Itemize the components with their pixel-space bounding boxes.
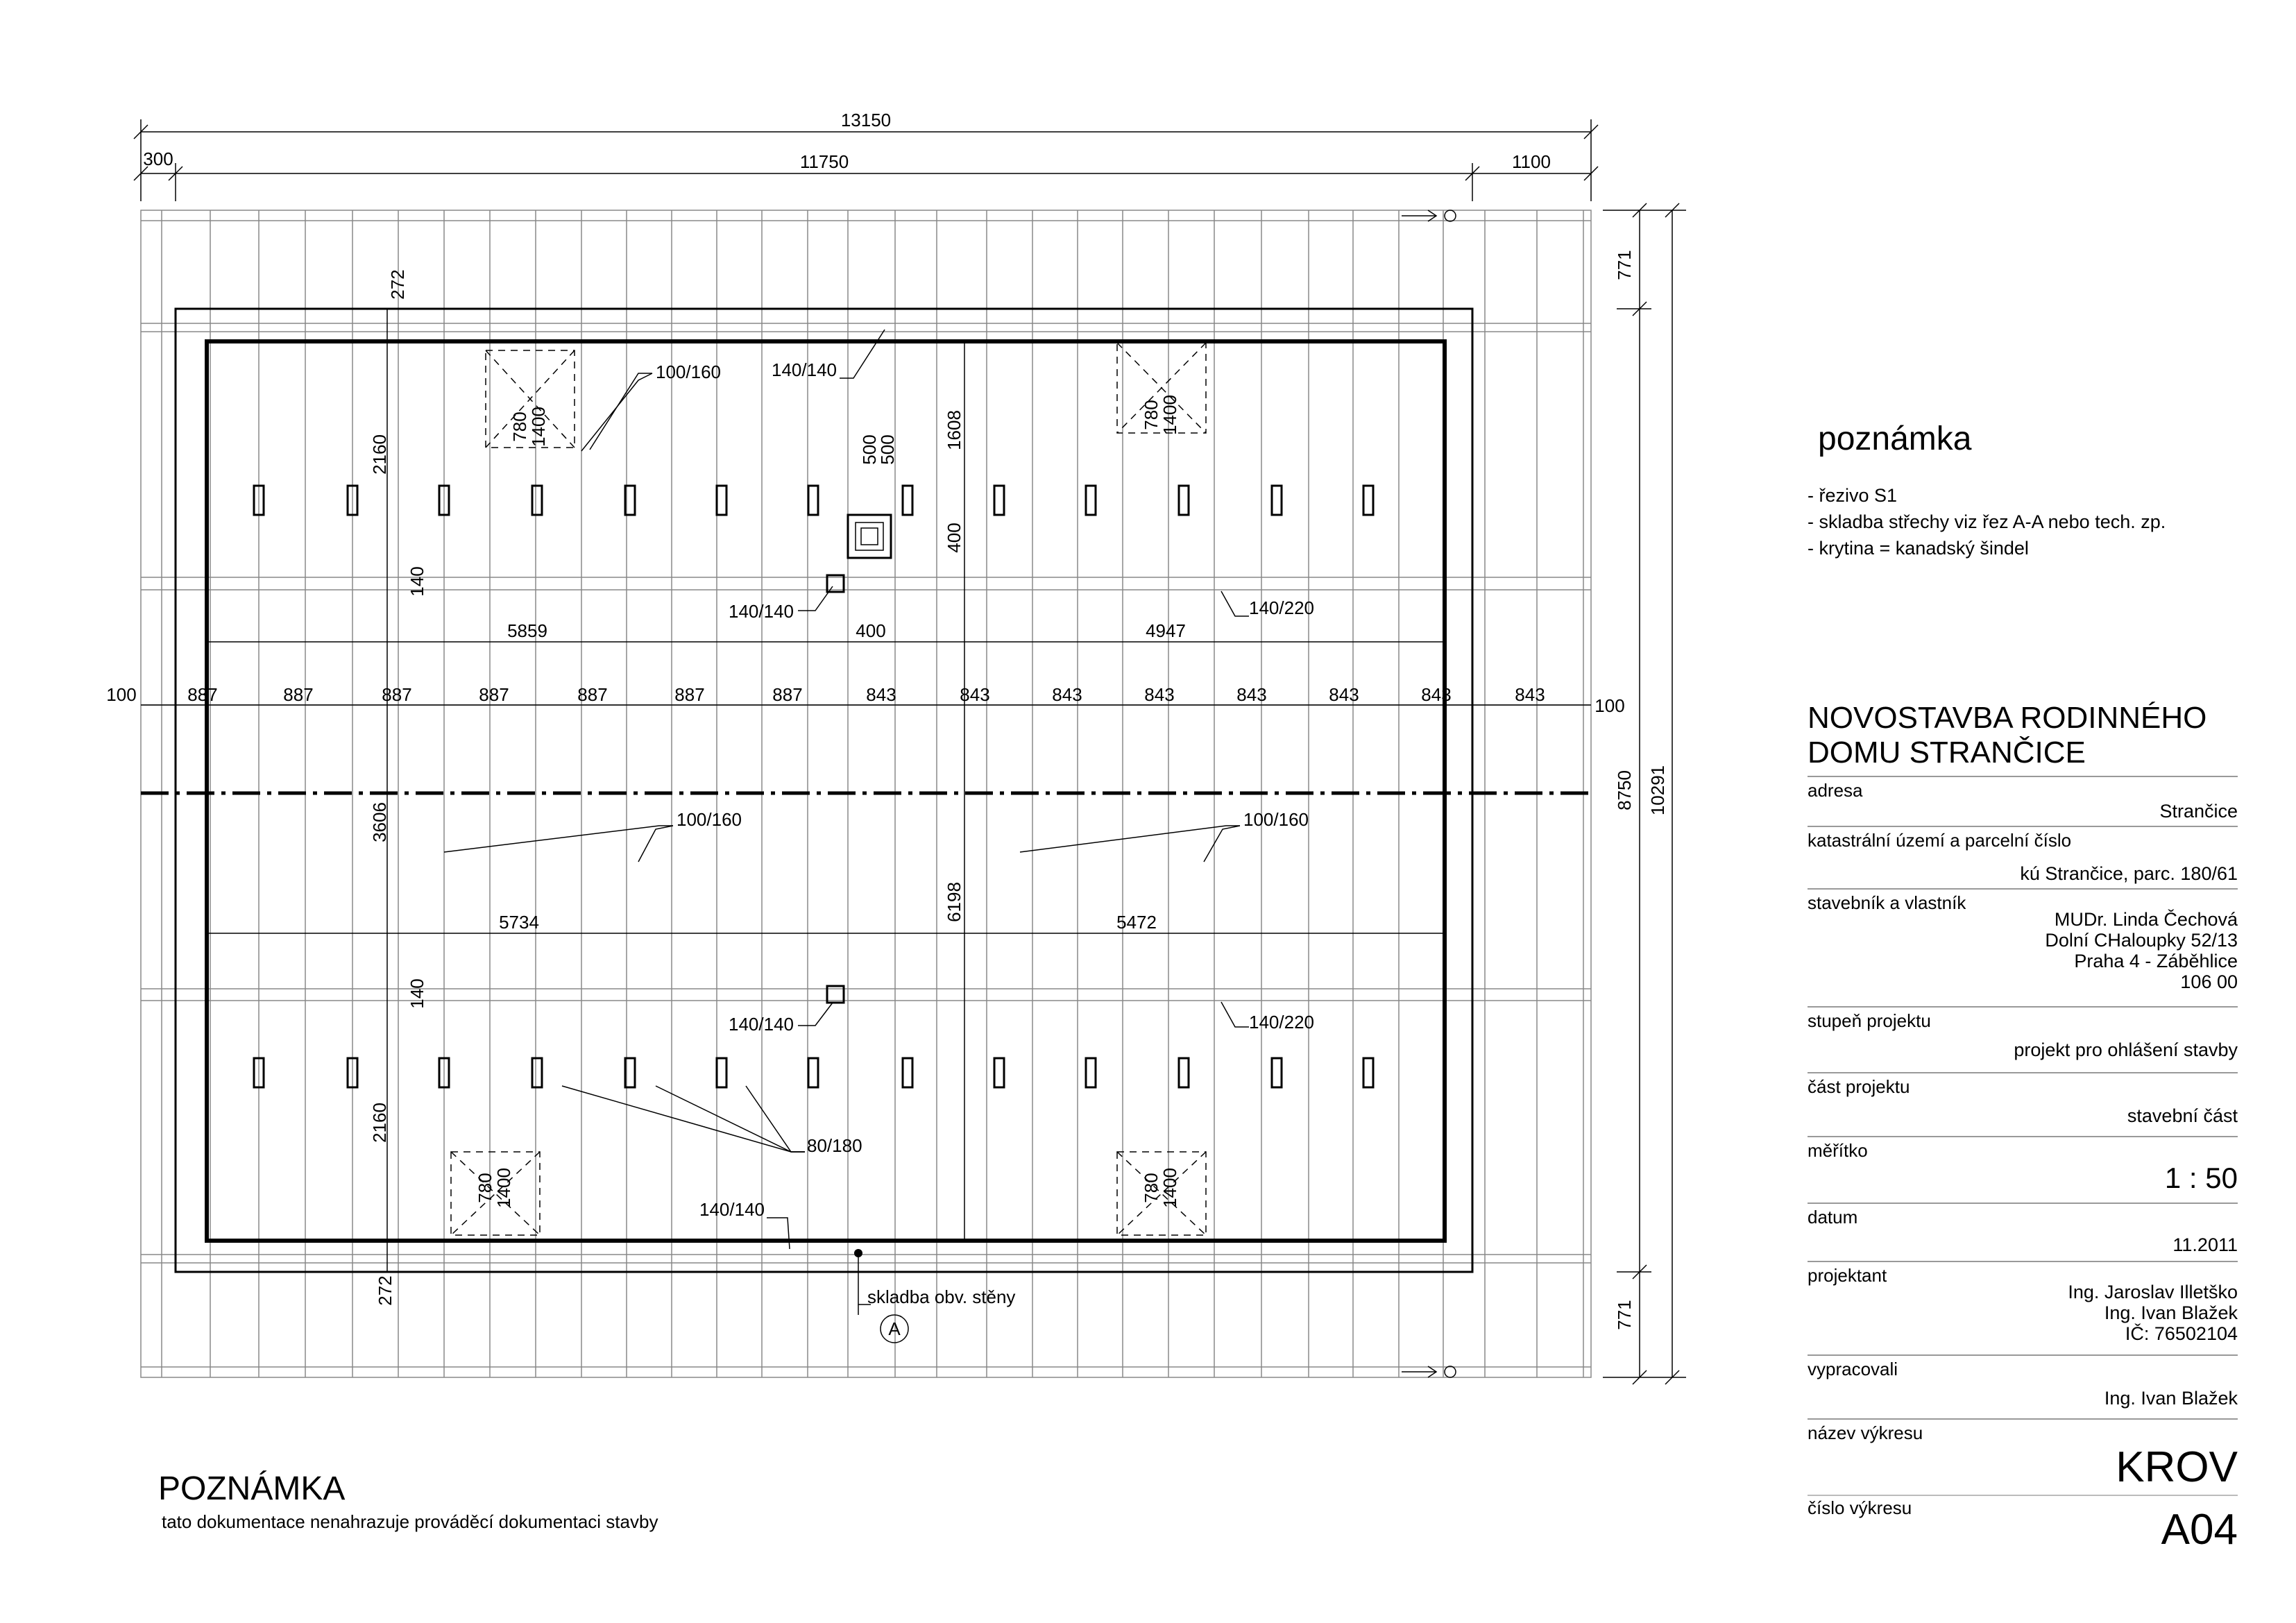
post (1363, 1058, 1373, 1087)
project-title-line2: DOMU STRANČICE (1808, 736, 2086, 770)
dim-top-left: 300 (143, 148, 173, 169)
dim-2160-bottom: 2160 (369, 1103, 390, 1143)
dim-top-total: 13150 (840, 110, 892, 130)
dim-top-right: 1100 (1512, 151, 1551, 172)
scale-value: 1 : 50 (2164, 1162, 2238, 1194)
dim-window-w-3: 780 (475, 1173, 495, 1203)
owner-line: Praha 4 - Záběhlice (2074, 951, 2238, 971)
dim-edge-left: 100 (106, 684, 137, 705)
note-item: - řezivo S1 (1808, 485, 1898, 506)
rafter-spacing-value: 887 (187, 684, 218, 705)
drawing-number-value: A04 (2161, 1506, 2238, 1554)
owner-line: Dolní CHaloupky 52/13 (2045, 930, 2238, 951)
label-100-160-top: 100/160 (656, 362, 721, 382)
dim-400-vertical: 400 (944, 522, 964, 553)
top-dimensions (134, 110, 1598, 201)
dim-4947: 4947 (1146, 620, 1186, 641)
dim-5472: 5472 (1116, 912, 1157, 933)
project-title-line1: NOVOSTAVBA RODINNÉHO (1808, 701, 2207, 735)
rafter-spacing-value: 887 (772, 684, 803, 705)
owner-line: MUDr. Linda Čechová (2054, 909, 2238, 930)
dim-140-a: 140 (407, 566, 427, 597)
designer-line: Ing. Ivan Blažek (2104, 1302, 2238, 1323)
rafter-spacing-value: 843 (960, 684, 990, 705)
drawing-number-label: číslo výkresu (1808, 1497, 1912, 1518)
address-label: adresa (1808, 780, 1863, 801)
dim-chimney-w: 500 (859, 434, 880, 465)
notes-list (1808, 482, 2166, 561)
dim-chimney-h: 500 (877, 434, 898, 465)
span-dimensions (207, 620, 1445, 933)
post (1179, 486, 1189, 515)
chimney (848, 515, 891, 558)
dim-140-b: 140 (407, 978, 427, 1009)
note-item: - skladba střechy viz řez A-A nebo tech. zp. (1808, 511, 2166, 532)
post (808, 486, 818, 515)
drawing-name-label: název výkresu (1808, 1422, 1923, 1443)
tb-scale (1808, 1136, 2238, 1204)
rafter-spacing-value: 843 (1144, 684, 1175, 705)
tb-drawing-name (1808, 1418, 2238, 1496)
owner-lines (2045, 909, 2238, 992)
tb-designer (1808, 1261, 2238, 1356)
post (1086, 1058, 1096, 1087)
post (532, 1058, 542, 1087)
tb-prepared (1808, 1354, 2238, 1420)
owner-label: stavebník a vlastník (1808, 892, 1966, 913)
dim-window-w-2: 780 (1141, 400, 1162, 430)
designer-lines (2068, 1282, 2238, 1344)
rafter-spacing-value: 887 (577, 684, 608, 705)
dim-top-mid: 11750 (799, 151, 849, 172)
dim-1608: 1608 (944, 410, 964, 450)
part-value: stavební část (2127, 1105, 2238, 1126)
post (717, 486, 726, 515)
dim-6198: 6198 (944, 882, 964, 922)
drawing-name-value: KROV (2116, 1443, 2238, 1491)
dim-5859: 5859 (507, 620, 547, 641)
tb-drawing-number (1808, 1495, 2238, 1558)
label-100-160-right: 100/160 (1243, 809, 1309, 830)
label-140-140-mid-top: 140/140 (729, 601, 794, 622)
section-letter: A (888, 1318, 901, 1339)
dim-edge-right: 100 (1595, 695, 1625, 716)
owner-line: 106 00 (2180, 971, 2238, 992)
dim-272-top: 272 (387, 269, 408, 300)
dim-window-h-1: 1400 (528, 407, 549, 447)
rafter-spacing-value: 843 (1421, 684, 1452, 705)
rafter-spacing-row (106, 684, 1624, 716)
dim-window-h-3: 1400 (493, 1168, 514, 1208)
dim-3606: 3606 (369, 802, 390, 842)
rafter-spacing-value: 843 (866, 684, 896, 705)
scale-label: měřítko (1808, 1140, 1868, 1161)
window-dimensions (475, 395, 1180, 1208)
post (1086, 486, 1096, 515)
post (1179, 1058, 1189, 1087)
dim-window-w-1: 780 (509, 411, 530, 442)
tb-part (1808, 1072, 2238, 1137)
cadastre-label: katastrální území a parcelní číslo (1808, 830, 2072, 851)
dim-window-h-4: 1400 (1159, 1168, 1180, 1208)
right-dimensions (1603, 203, 1686, 1384)
label-140-140-mid-bottom: 140/140 (729, 1014, 794, 1035)
dim-5734: 5734 (499, 912, 539, 933)
post (994, 1058, 1004, 1087)
inner-wall-line (207, 341, 1445, 1241)
date-value: 11.2011 (2172, 1234, 2238, 1255)
dim-2160-top: 2160 (369, 434, 390, 475)
dim-window-h-2: 1400 (1159, 395, 1180, 435)
note-item: - krytina = kanadský šindel (1808, 538, 2029, 559)
designer-line: IČ: 76502104 (2125, 1323, 2238, 1344)
beam-labels (444, 330, 1314, 1249)
part-label: část projektu (1808, 1076, 1910, 1097)
rafter-spacing-value: 887 (479, 684, 509, 705)
label-140-140-top: 140/140 (772, 359, 837, 380)
rafter-spacing-value: 843 (1236, 684, 1267, 705)
post (808, 1058, 818, 1087)
label-140-220-top: 140/220 (1249, 597, 1314, 618)
address-value: Strančice (2159, 801, 2238, 822)
cadastre-value: kú Strančice, parc. 180/61 (2020, 863, 2238, 884)
footer-title: POZNÁMKA (158, 1470, 346, 1507)
label-140-140-bottom: 140/140 (699, 1199, 765, 1220)
dim-272-bottom: 272 (375, 1275, 396, 1306)
project-title (1808, 701, 2238, 770)
rafter-spacing-value: 843 (1515, 684, 1545, 705)
stage-label: stupeň projektu (1808, 1010, 1931, 1031)
dim-right-total: 10291 (1647, 765, 1668, 816)
center-vertical-dimensions (859, 341, 964, 1241)
prepared-value: Ing. Ivan Blažek (2104, 1388, 2238, 1409)
prepared-label: vypracovali (1808, 1359, 1898, 1379)
dim-window-w-4: 780 (1141, 1173, 1162, 1203)
dim-right-mid: 8750 (1614, 770, 1635, 810)
designer-label: projektant (1808, 1265, 1887, 1286)
rafter-spacing-value: 843 (1052, 684, 1082, 705)
label-100-160-left: 100/160 (677, 809, 742, 830)
designer-line: Ing. Jaroslav Illetško (2068, 1282, 2238, 1302)
dim-400: 400 (856, 620, 886, 641)
label-wall-note: skladba obv. stěny (867, 1286, 1016, 1307)
tb-cadastre (1808, 826, 2238, 890)
rafter-spacing-value: 843 (1329, 684, 1359, 705)
dim-right-bottom: 771 (1614, 1300, 1635, 1330)
tb-owner (1808, 888, 2238, 1008)
label-140-220-bottom: 140/220 (1249, 1012, 1314, 1033)
post (1272, 1058, 1282, 1087)
rafter-spacing-value: 887 (382, 684, 412, 705)
rafter-spacing-value: 887 (283, 684, 314, 705)
post (1272, 486, 1282, 515)
footer-text: tato dokumentace nenahrazuje prováděcí dokumentaci stavby (162, 1511, 658, 1532)
rafter-spacing-value: 887 (674, 684, 705, 705)
stage-value: projekt pro ohlášení stavby (2014, 1039, 2238, 1060)
post (903, 486, 912, 515)
notes-title: poznámka (1818, 420, 1972, 457)
label-80-180: 80/180 (807, 1135, 862, 1156)
post (994, 486, 1004, 515)
tb-date (1808, 1203, 2238, 1262)
dim-right-top: 771 (1614, 250, 1635, 280)
post (717, 1058, 726, 1087)
post (1363, 486, 1373, 515)
tb-stage (1808, 1006, 2238, 1073)
post (532, 486, 542, 515)
date-label: datum (1808, 1207, 1858, 1227)
post (903, 1058, 912, 1087)
